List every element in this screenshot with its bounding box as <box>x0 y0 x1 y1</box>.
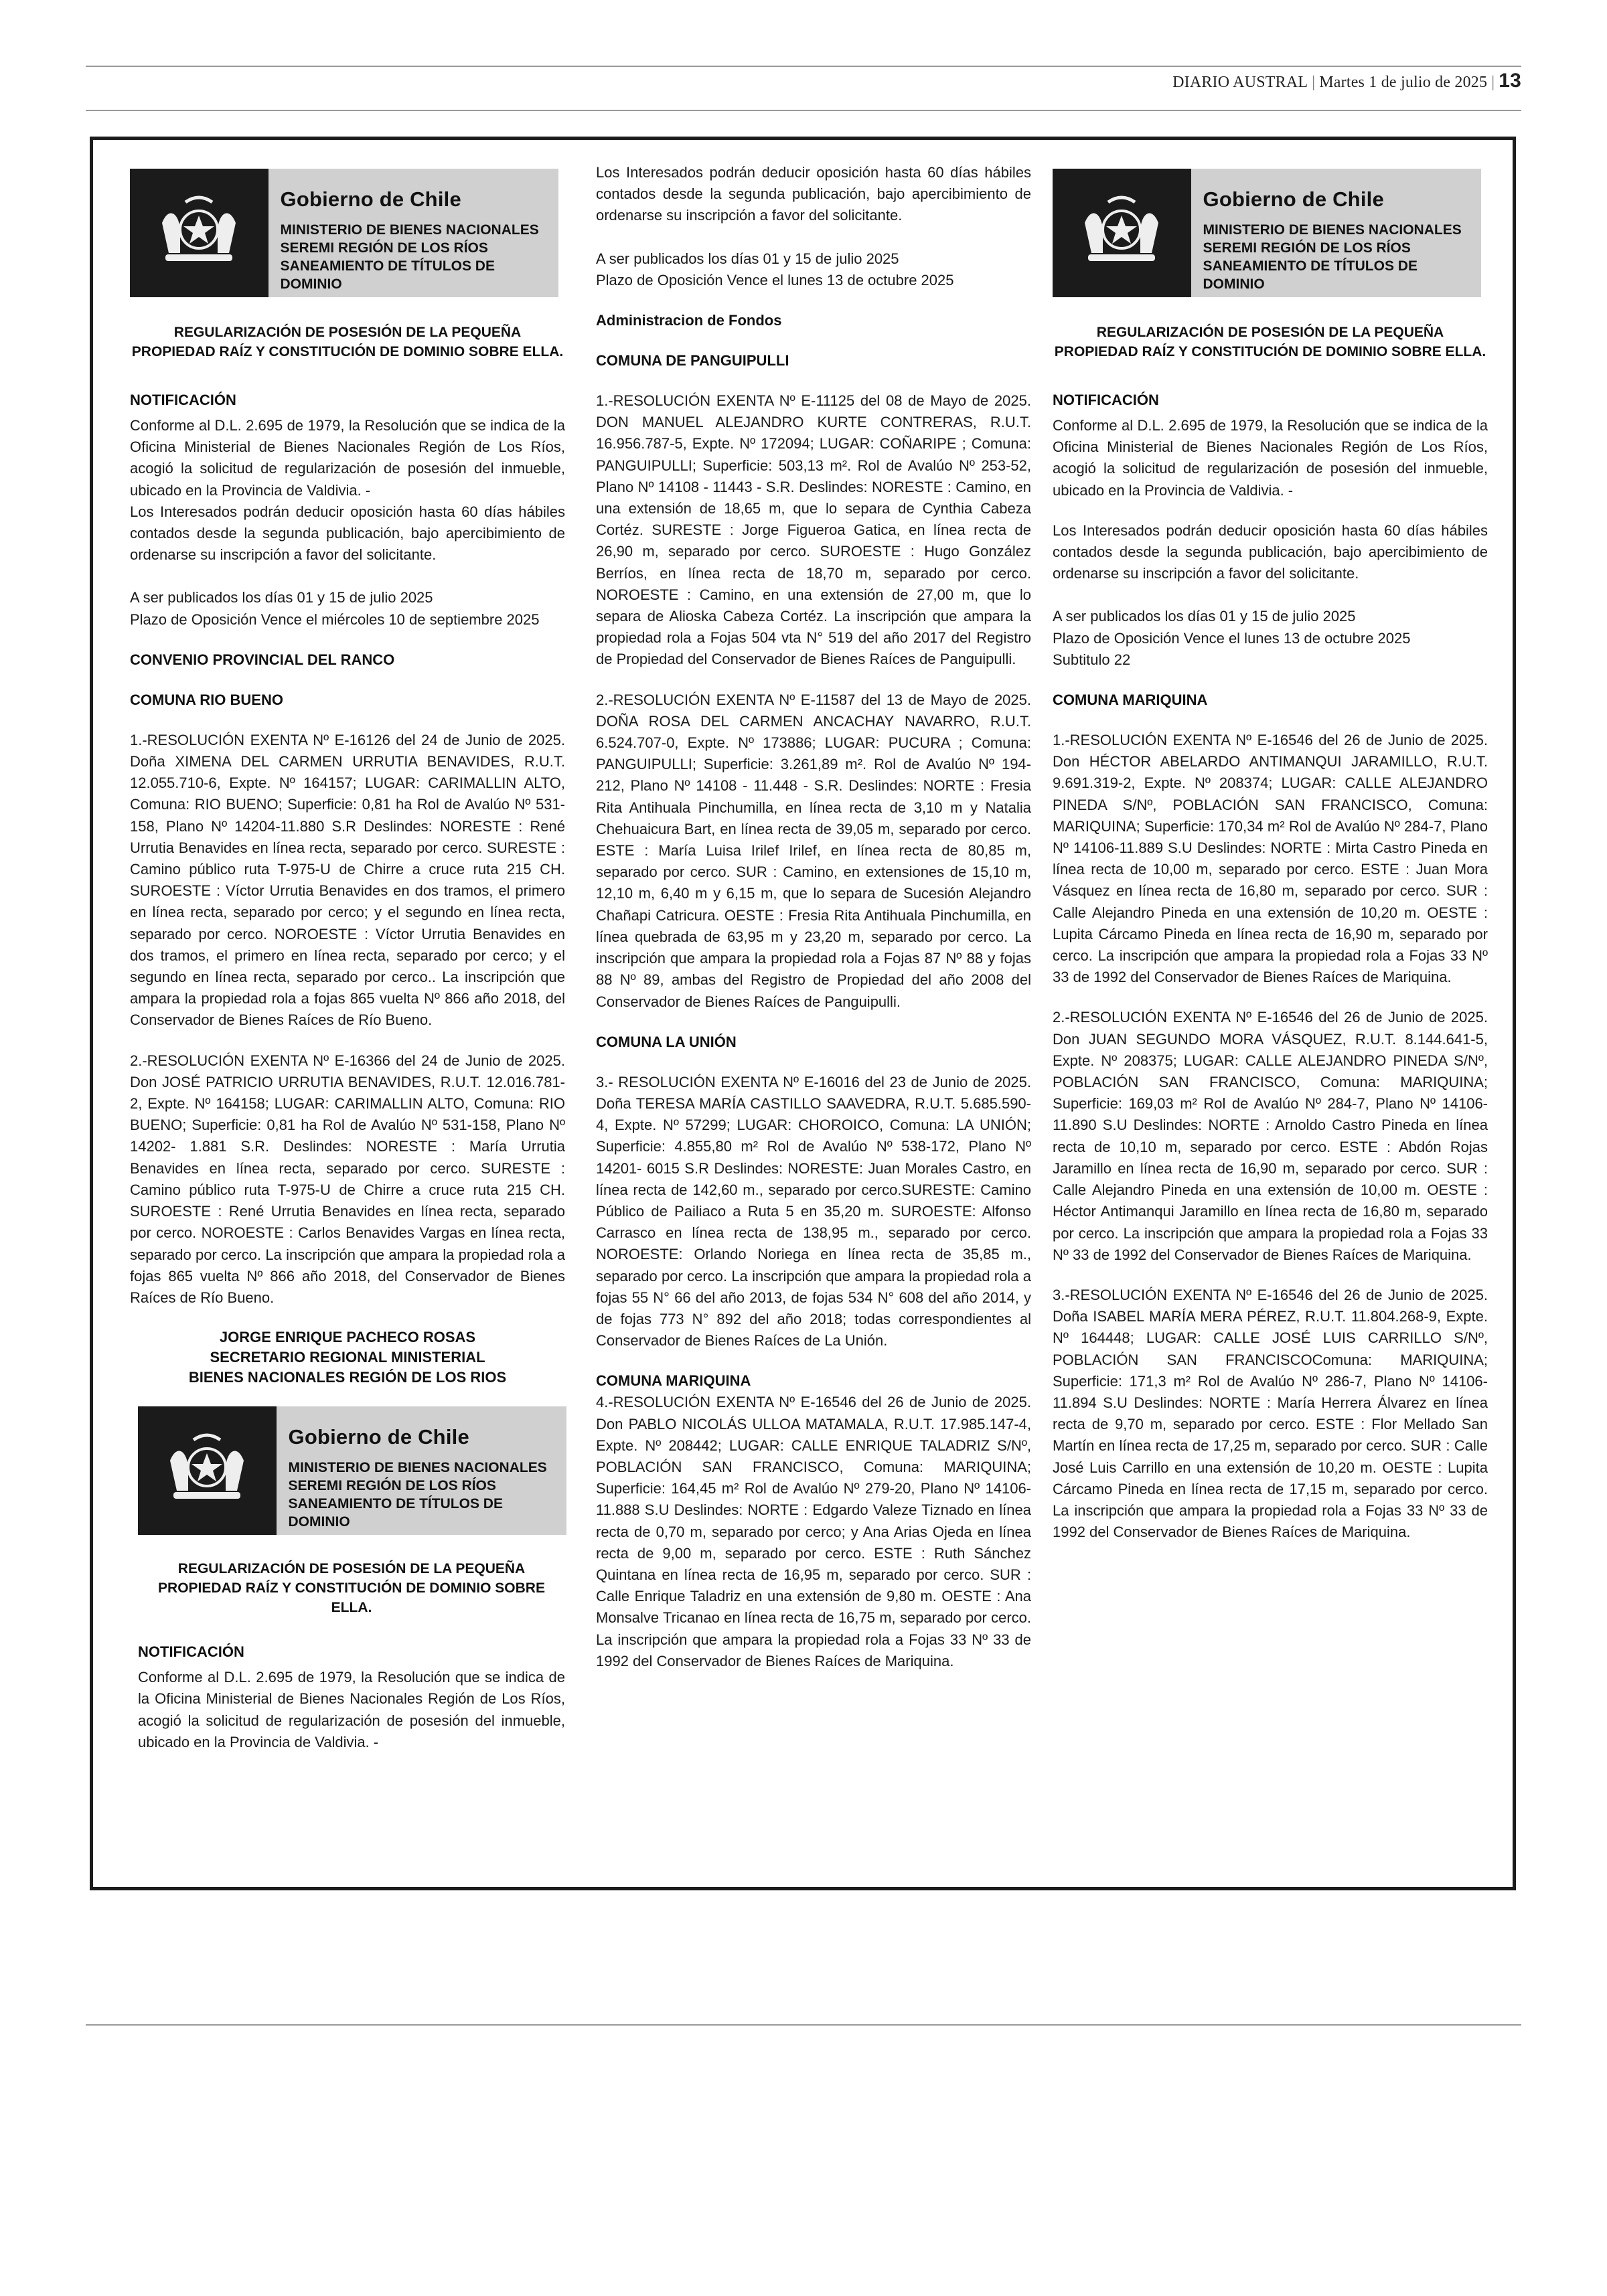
convenio-heading: CONVENIO PROVINCIAL DEL RANCO <box>130 651 395 668</box>
resolucion-entry: 3.-RESOLUCIÓN EXENTA Nº E-16546 del 26 de Junio de 2025. Doña ISABEL MARÍA MERA PÉREZ, R.U.T. 11.804.268-9, Expte. Nº 164448; LUGAR: CALLE JOSÉ LUIS CARRILLO S/Nº, POBLACIÓN SAN FRANCISCOComuna: MARIQUINA; Superficie: 171,3 m² Rol de Avalúo Nº 286-7, Plano Nº 14106-11.894 S.U Deslindes: NORTE : María Herrera Álvarez en línea recta de 9,70 m, separado por cerco. ESTE : Flor Mellado San Martín en línea recta de 17,25 m, separado por cerco. SUR : Calle José Luis Carrillo en una extensión de 10,20 m. OESTE : Lupita Cárcamo Pineda en línea recta de 17,15 m, separado por cerco. La inscripción que ampara la propiedad rola a Fojas 33 Nº 33 de 1992 del Conservador de Bienes Raíces de Mariquina. <box>1053 1286 1488 1541</box>
column-3 <box>1053 155 1488 1562</box>
regularizacion-title-line2: PROPIEDAD RAÍZ Y CONSTITUCIÓN DE DOMINIO SOBRE ELLA. <box>131 344 564 359</box>
resolucion-entry: 2.-RESOLUCIÓN EXENTA Nº E-16366 del 24 de Junio de 2025. Don JOSÉ PATRICIO URRUTIA BENAVIDES, R.U.T. 12.016.781-2, Expte. Nº 164158; LUGAR: CARIMALLIN ALTO, Comuna: RIO BUENO; Superficie: 0,81 ha Rol de Avalúo Nº 531-158, Plano Nº 14202- 1.881 S.R. Deslindes: NORESTE : María Urrutia Benavides en línea recta, separado por cerco. SURESTE : Camino público ruta T-975-U de Chirre a cruce ruta 215 CH. SUROESTE : René Urrutia Benavides en línea recta, separado por cerco. NOROESTE : Carlos Benavides Vargas en línea recta, separado por cerco. La inscripción que ampara la propiedad rola a fojas 865 vuelta Nº 866 año 2018, del Conservador de Bienes Raíces de Río Bueno. <box>130 1052 565 1306</box>
regularizacion-title-line2: PROPIEDAD RAÍZ Y CONSTITUCIÓN DE DOMINIO SOBRE ELLA. <box>158 1580 545 1616</box>
page-number: 13 <box>1499 70 1521 92</box>
saneamiento-line: SANEAMIENTO DE TÍTULOS DE DOMINIO <box>288 1496 503 1530</box>
resolucion-entry: 1.-RESOLUCIÓN EXENTA Nº E-16126 del 24 de Junio de 2025. Doña XIMENA DEL CARMEN URRUTIA BENAVIDES, R.U.T. 12.055.710-6, Expte. Nº 164157; LUGAR: CARIMALLIN ALTO, Comuna: RIO BUENO; Superficie: 0,81 ha Rol de Avalúo Nº 531-158, Plano Nº 14204-11.880 S.R Deslindes: NORESTE : René Urrutia Benavides en línea recta, separado por cerco. SURESTE : Camino público ruta T-975-U de Chirre a cruce ruta 215 CH. SUROESTE : Víctor Urrutia Benavides en dos tramos, el primero en línea recta, separado por cerco; y el segundo en línea recta, separado por cerco. NOROESTE : Víctor Urrutia Benavides en dos tramos, el primero en línea recta, separado por cerco; y el segundo en línea recta, separado por cerco.. La inscripción que ampara la propiedad rola a fojas 865 vuelta Nº 866 año 2018, del Conservador de Bienes Raíces de Río Bueno. <box>130 731 565 1029</box>
oposicion-text: Los Interesados podrán deducir oposición hasta 60 días hábiles contados desde la segunda publicación, bajo apercibimiento de ordenarse su inscripción a favor del solicitante. <box>1053 521 1488 582</box>
plazo-oposicion: Plazo de Oposición Vence el lunes 13 de octubre 2025 <box>1053 629 1411 647</box>
ministerio-line: MINISTERIO DE BIENES NACIONALES <box>1203 222 1462 238</box>
signature-block <box>130 1327 565 1388</box>
chile-emblem-icon <box>1053 169 1191 297</box>
seremi-line: SEREMI REGIÓN DE LOS RÍOS <box>280 240 488 256</box>
issue-date: Martes 1 de julio de 2025 <box>1319 74 1488 91</box>
signatory-name: JORGE ENRIQUE PACHECO ROSAS <box>219 1329 476 1346</box>
publication-dates: A ser publicados los días 01 y 15 de julio 2025 <box>1053 608 1356 625</box>
top-rule <box>86 66 1521 67</box>
resolucion-entry: 4.-RESOLUCIÓN EXENTA Nº E-16546 del 26 de Junio de 2025. Don PABLO NICOLÁS ULLOA MATAMALA, R.U.T. 17.985.147-4, Expte. Nº 208442; LUGAR: CALLE ENRIQUE TALADRIZ S/Nº, POBLACIÓN SAN FRANCISCO, Comuna: MARIQUINA; Superficie: 164,45 m² Rol de Avalúo Nº 279-20, Plano Nº 14106-11.888 S.U Deslindes: NORTE : Edgardo Valeze Tiznado en línea recta de 0,70 m, separado por cerco; y Ana Arias Ojeda en línea recta de 9,00 m, separado por cerco. ESTE : Ruth Sánchez Quintana en línea recta de 16,95 m, separado por cerco. SUR : Calle Enrique Taladriz en una extensión de 9,80 m. OESTE : Ana Monsalve Tricanao en línea recta de 16,75 m, separado por cerco. La inscripción que ampara la propiedad rola a Fojas 33 Nº 33 de 1992 del Conservador de Bienes Raíces de Mariquina. <box>596 1394 1031 1669</box>
notificacion-heading: NOTIFICACIÓN <box>1053 392 1159 408</box>
saneamiento-line: SANEAMIENTO DE TÍTULOS DE DOMINIO <box>1203 258 1418 292</box>
signatory-title: SECRETARIO REGIONAL MINISTERIAL <box>210 1349 485 1366</box>
comuna-heading: COMUNA DE PANGUIPULLI <box>596 352 789 370</box>
saneamiento-line: SANEAMIENTO DE TÍTULOS DE DOMINIO <box>280 258 495 292</box>
resolucion-entry: 3.- RESOLUCIÓN EXENTA Nº E-16016 del 23 de Junio de 2025. Doña TERESA MARÍA CASTILLO SAAVEDRA, R.U.T. 5.685.590-4, Expte. Nº 57299; LUGAR: CHOROICO, Comuna: LA UNIÓN; Superficie: 4.855,80 m² Rol de Avalúo Nº 538-172, Plano Nº 14201- 6015 S.R Deslindes: NORESTE: Juan Morales Castro, en línea recta de 142,60 m., separado por cerco.SURESTE: Camino Público de Pailiaco a Ruta 5 en 35,20 m. SUROESTE: Alfonso Carrasco en línea recta de 138,95 m., separado por cerco. NOROESTE: Orlando Noriega en línea recta de 35,85 m., separado por cerco. La inscripción que ampara la propiedad rola a fojas 55 N° 66 del año 2013, de fojas 534 N° 608 del año 2014, y de fojas 773 N° 892 del año 2018; todas correspondientes al Conservador de Bienes Raíces de La Unión. <box>596 1073 1031 1349</box>
publication-dates: A ser publicados los días 01 y 15 de julio 2025 <box>596 250 899 267</box>
regularizacion-title <box>138 1559 565 1617</box>
gobierno-logo-block <box>138 1406 566 1535</box>
resolucion-entry: 1.-RESOLUCIÓN EXENTA Nº E-16546 del 26 de Junio de 2025. Don HÉCTOR ABELARDO ANTIMANQUI JARAMILLO, R.U.T. 9.691.319-2, Expte. Nº 208374; LUGAR: CALLE ALEJANDRO PINEDA S/Nº, POBLACIÓN SAN FRANCISCO, Comuna: MARIQUINA; Superficie: 170,34 m² Rol de Avalúo Nº 284-7, Plano Nº 14106-11.889 S.U Deslindes: NORTE : Mirta Castro Pineda en línea recta de 10,00 m, separado por cerco. ESTE : Juan Mora Vásquez en línea recta de 16,80 m, separado por cerco. SUR : Calle Alejandro Pineda en una extensión de 10,20 m. OESTE : Lupita Cárcamo Pineda en línea recta de 16,90 m, separado por cerco. La inscripción que ampara la propiedad rola a Fojas 33 Nº 33 de 1992 del Conservador de Bienes Raíces de Mariquina. <box>1053 732 1488 986</box>
signatory-office: BIENES NACIONALES REGIÓN DE LOS RIOS <box>188 1369 507 1386</box>
resolucion-entry: 1.-RESOLUCIÓN EXENTA Nº E-11125 del 08 de Mayo de 2025. DON MANUEL ALEJANDRO KURTE CONTRERAS, R.U.T. 16.956.787-5, Expte. Nº 172094; LUGAR: COÑARIPE ; Comuna: PANGUIPULLI; Superficie: 503,13 m². Rol de Avalúo Nº 253-52, Plano Nº 14108 - 11443 - S.R. Deslindes: NORESTE : Camino, en una extensión de 18,65 m, que lo separa de Cynthia Cabeza Cortéz. SURESTE : Jorge Figueroa Gatica, en línea recta de 26,90 m, separado por cerco. SUROESTE : Hugo González Berríos, en línea recta de 18,70 m, separado por cerco. NOROESTE : Camino, en una extensión de 27,00 m, que lo separa de Alioska Cabeza Cortéz. La inscripción que ampara la propiedad rola a Fojas 504 vta N° 519 del año 2017 del Registro de Propiedad del Conservador de Bienes Raíces de Panguipulli. <box>596 392 1031 668</box>
comuna-heading: COMUNA MARIQUINA <box>596 1372 751 1390</box>
notificacion-heading: NOTIFICACIÓN <box>130 392 236 408</box>
regularizacion-title <box>1053 323 1488 361</box>
comuna-heading: COMUNA RIO BUENO <box>130 691 283 708</box>
regularizacion-title-line2: PROPIEDAD RAÍZ Y CONSTITUCIÓN DE DOMINIO SOBRE ELLA. <box>1054 344 1486 359</box>
masthead: DIARIO AUSTRAL | Martes 1 de julio de 2025 | 13 <box>1172 70 1521 92</box>
chile-emblem-icon <box>130 169 269 297</box>
column-1 <box>130 155 565 1772</box>
plazo-oposicion: Plazo de Oposición Vence el lunes 13 de octubre 2025 <box>596 271 954 289</box>
ministerio-line: MINISTERIO DE BIENES NACIONALES <box>280 222 539 238</box>
notificacion-text: Conforme al D.L. 2.695 de 1979, la Resolución que se indica de la Oficina Ministerial de Bienes Nacionales Región de Los Ríos, acogió la solicitud de regularización de posesión del inmueble, ubicado en la Provincia de Valdivia. - <box>130 417 565 499</box>
administracion-heading: Administracion de Fondos <box>596 312 782 329</box>
ministerio-line: MINISTERIO DE BIENES NACIONALES <box>288 1460 547 1476</box>
gobierno-logo-block <box>1053 169 1481 297</box>
regularizacion-title-line1: REGULARIZACIÓN DE POSESIÓN DE LA PEQUEÑA <box>1096 325 1444 340</box>
notificacion-text: Conforme al D.L. 2.695 de 1979, la Resolución que se indica de la Oficina Ministerial de Bienes Nacionales Región de Los Ríos, acogió la solicitud de regularización de posesión del inmueble, ubicado en la Provincia de Valdivia. - <box>138 1669 565 1750</box>
comuna-heading: COMUNA LA UNIÓN <box>596 1033 737 1050</box>
gobierno-title: Gobierno de Chile <box>280 187 461 211</box>
plazo-oposicion: Plazo de Oposición Vence el miércoles 10 de septiembre 2025 <box>130 610 540 628</box>
newspaper-name: DIARIO AUSTRAL <box>1172 74 1308 91</box>
resolucion-entry: 2.-RESOLUCIÓN EXENTA Nº E-11587 del 13 de Mayo de 2025. DOÑA ROSA DEL CARMEN ANCACHAY NAVARRO, R.U.T. 6.524.707-0, Expte. Nº 173886; LUGAR: PUCURA ; Comuna: PANGUIPULLI; Superficie: 3.261,89 m². Rol de Avalúo Nº 194-212, Plano Nº 14108 - 11.448 - S.R. Deslindes: NORTE : Fresia Rita Antihuala Pinchumilla, en línea recta de 3,10 m y Natalia Chehuaicura Bart, en línea recta de 39,05 m, separado por cerco. ESTE : María Luisa Irilef Irilef, en línea recta de 80,85 m, separado por cerco. SUR : Camino, en extensiones de 15,10 m, 12,10 m, 6,40 m y 6,15 m, que lo separa de Sucesión Alejandro Chañapi Catricura. OESTE : Fresia Rita Antihuala Pinchumilla, en línea quebrada de 63,95 m y 23,20 m, separado por cerco. La inscripción que ampara la propiedad rola a Fojas 87 Nº 88 y fojas 88 Nº 89, ambas del Registro de Propiedad del año 2008 del Conservador de Bienes Raíces de Panguipulli. <box>596 691 1031 1010</box>
seremi-line: SEREMI REGIÓN DE LOS RÍOS <box>1203 240 1411 256</box>
seremi-line: SEREMI REGIÓN DE LOS RÍOS <box>288 1478 496 1494</box>
notificacion-text: Conforme al D.L. 2.695 de 1979, la Resolución que se indica de la Oficina Ministerial de Bienes Nacionales Región de Los Ríos, acogió la solicitud de regularización de posesión del inmueble, ubicado en la Provincia de Valdivia. - <box>1053 417 1488 499</box>
oposicion-text: Los Interesados podrán deducir oposición hasta 60 días hábiles contados desde la segunda publicación, bajo apercibimiento de ordenarse su inscripción a favor del solicitante. <box>130 503 565 564</box>
regularizacion-title-line1: REGULARIZACIÓN DE POSESIÓN DE LA PEQUEÑA <box>177 1561 526 1577</box>
resolucion-entry: 2.-RESOLUCIÓN EXENTA Nº E-16546 del 26 de Junio de 2025. Don JUAN SEGUNDO MORA VÁSQUEZ, R.U.T. 8.144.641-5, Expte. Nº 208375; LUGAR: CALLE ALEJANDRO PINEDA S/Nº, POBLACIÓN SAN FRANCISCO, Comuna: MARIQUINA; Superficie: 169,03 m² Rol de Avalúo Nº 284-7, Plano Nº 14106-11.890 S.U Deslindes: NORTE : Arnoldo Castro Pineda en línea recta de 10,10 m, separado por cerco. ESTE : Abdón Rojas Jaramillo en línea recta de 16,90 m, separado por cerco. SUR : Calle Alejandro Pineda en una extensión de 10,00 m. OESTE : Héctor Antimanqui Jaramillo en línea recta de 16,80 m, separado por cerco. La inscripción que ampara la propiedad rola a Fojas 33 Nº 33 de 1992 del Conservador de Bienes Raíces de Mariquina. <box>1053 1009 1488 1263</box>
comuna-heading: COMUNA MARIQUINA <box>1053 691 1208 709</box>
oposicion-text: Los Interesados podrán deducir oposición hasta 60 días hábiles contados desde la segunda publicación, bajo apercibimiento de ordenarse su inscripción a favor del solicitante. <box>596 164 1031 224</box>
gobierno-title: Gobierno de Chile <box>288 1425 469 1449</box>
column-2 <box>596 162 1031 1691</box>
footer-rule <box>86 2024 1521 2026</box>
chile-emblem-icon <box>138 1406 277 1535</box>
subtitulo: Subtitulo 22 <box>1053 651 1131 668</box>
gobierno-title: Gobierno de Chile <box>1203 187 1384 211</box>
regularizacion-title <box>130 323 565 361</box>
header-rule <box>86 110 1521 111</box>
regularizacion-title-line1: REGULARIZACIÓN DE POSESIÓN DE LA PEQUEÑA <box>173 325 522 340</box>
notificacion-heading: NOTIFICACIÓN <box>138 1643 244 1661</box>
gobierno-logo-block <box>130 169 558 297</box>
publication-dates: A ser publicados los días 01 y 15 de julio 2025 <box>130 589 433 606</box>
